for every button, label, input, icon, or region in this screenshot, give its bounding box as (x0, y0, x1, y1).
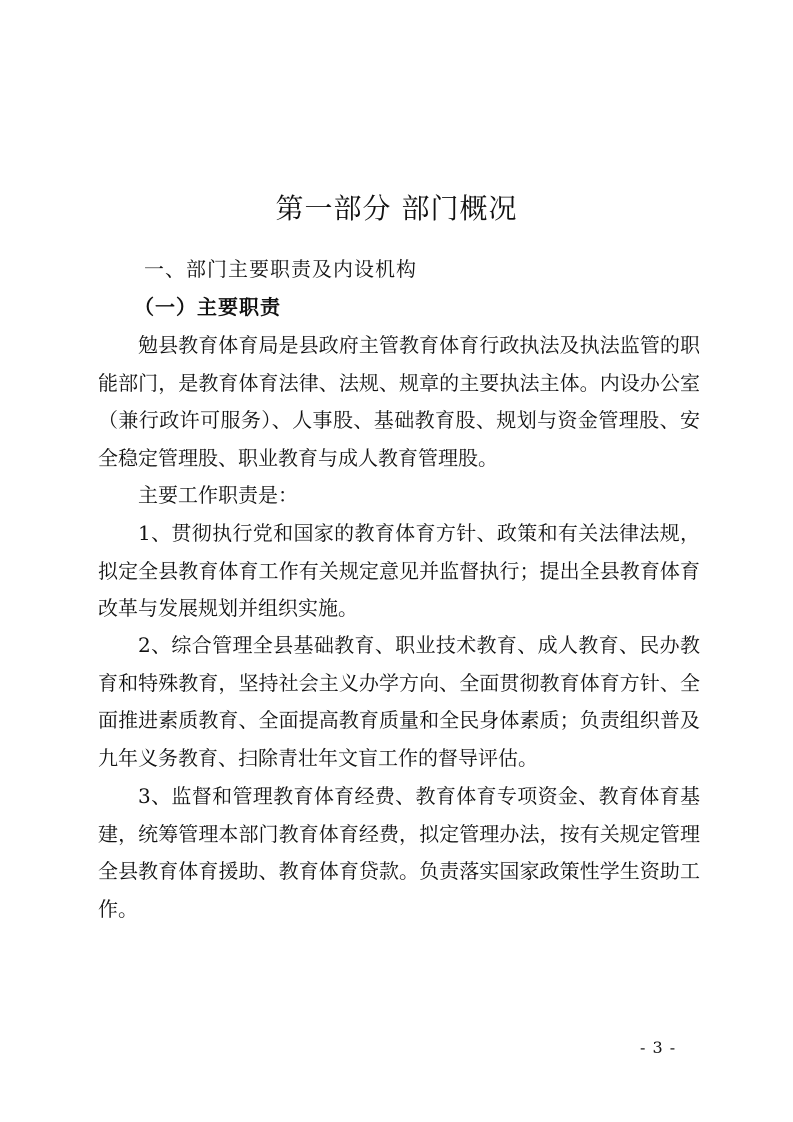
paragraph-duty-3: 3、监督和管理教育体育经费、教育体育专项资金、教育体育基建，统筹管理本部门教育体育经费，拟定管理办法，按有关规定管理全县教育体育援助、教育体育贷款。负责落实国家政策性学生资助工作。 (98, 784, 700, 922)
subsection-heading: （一）主要职责 (134, 295, 281, 319)
page-number: - 3 - (640, 1038, 677, 1057)
page-title: 第一部分 部门概况 (275, 191, 518, 225)
paragraph-duties-lead: 主要工作职责是： (138, 483, 298, 507)
section-heading: 一、部门主要职责及内设机构 (144, 257, 417, 281)
paragraph-intro: 勉县教育体育局是县政府主管教育体育行政执法及执法监管的职能部门，是教育体育法律、法规、规章的主要执法主体。内设办公室（兼行政许可服务）、人事股、基础教育股、规划与资金管理股、安全稳定管理股、职业教育与成人教育管理股。 (98, 333, 700, 471)
paragraph-duty-2: 2、综合管理全县基础教育、职业技术教育、成人教育、民办教育和特殊教育，坚持社会主义办学方向、全面贯彻教育体育方针、全面推进素质教育、全面提高教育质量和全民身体素质；负责组织普及九年义务教育、扫除青壮年文盲工作的督导评估。 (98, 633, 700, 771)
paragraph-duty-1: 1、贯彻执行党和国家的教育体育方针、政策和有关法律法规，拟定全县教育体育工作有关规定意见并监督执行；提出全县教育体育改革与发展规划并组织实施。 (98, 521, 700, 621)
